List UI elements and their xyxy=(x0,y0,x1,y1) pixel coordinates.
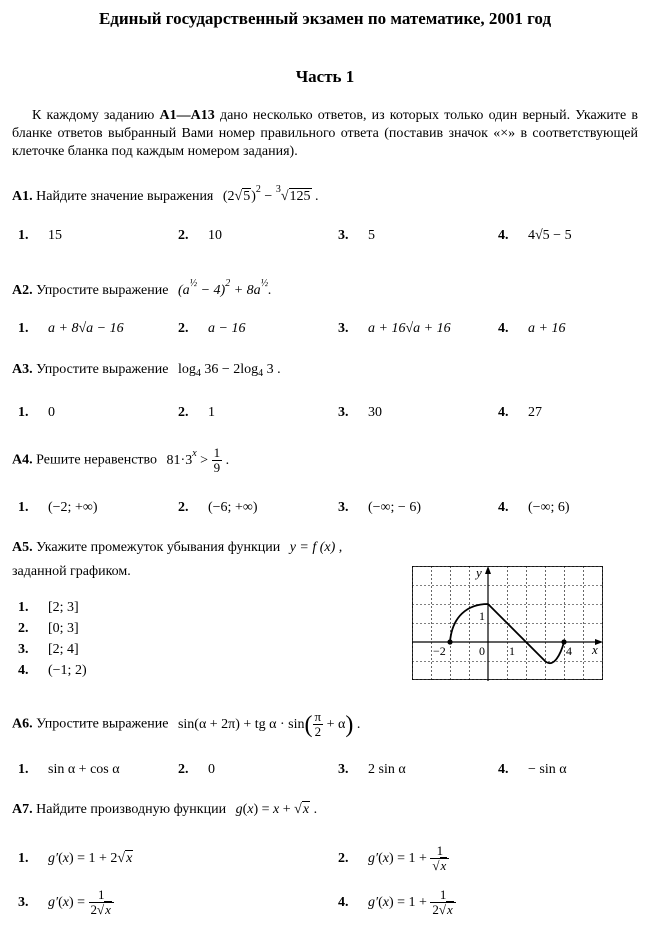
answer-option[interactable]: 4. 4√5 − 5 xyxy=(498,228,572,243)
tick-label: 0 xyxy=(479,644,485,658)
answer-option[interactable]: 2. (−6; +∞) xyxy=(178,500,258,515)
question-expression: sin(α + 2π) + tg α · sin( $\frac{\pi}{2}$ + α) . xyxy=(177,709,361,739)
question-text: Найдите значение выражения xyxy=(36,189,214,204)
answer-option[interactable]: 3. 2 sin α xyxy=(338,762,406,777)
question-a7 xyxy=(12,802,317,818)
question-label: А6. xyxy=(12,716,33,732)
function-curve xyxy=(450,604,564,663)
answer-option[interactable]: 4. (−∞; 6) xyxy=(498,500,570,515)
answer-option[interactable]: 4. (−1; 2) xyxy=(18,663,87,678)
y-axis-label: y xyxy=(476,565,482,580)
question-a5 xyxy=(12,540,342,556)
answer-option[interactable]: 4. g′(x) = 1 + $\frac{1}{2√x}$ xyxy=(338,888,456,917)
x-axis-label: x xyxy=(592,642,598,657)
answer-option[interactable]: 4. a + 16 xyxy=(498,321,566,336)
part-heading: Часть 1 xyxy=(295,67,355,86)
answer-option[interactable]: 2. 0 xyxy=(178,762,215,777)
question-label: А4. xyxy=(12,452,33,468)
answer-option[interactable]: 1. 15 xyxy=(18,228,62,243)
answer-option[interactable]: 3. [2; 4] xyxy=(18,642,79,657)
answer-option[interactable]: 3. 5 xyxy=(338,228,375,243)
question-label: А5. xyxy=(12,540,33,555)
question-expression: y = f (x) , xyxy=(289,540,343,555)
answer-option[interactable]: 1. sin α + cos α xyxy=(18,762,120,777)
intro-text-b: дано несколько ответов, из которых только один верный. Укажите в бланке ответов выбранный Вами номер правильного ответа (поставив значок «×» в соответствующей клеточке бланка под каждым номером задания). xyxy=(12,108,638,159)
answer-option[interactable]: 3. 30 xyxy=(338,405,382,420)
answer-option[interactable]: 4. − sin α xyxy=(498,762,567,777)
question-text-continued: заданной графиком. xyxy=(12,564,131,579)
answer-option[interactable]: 2. 1 xyxy=(178,405,215,420)
question-text: Найдите производную функции xyxy=(36,802,227,817)
answer-option[interactable]: 1. (−2; +∞) xyxy=(18,500,98,515)
question-text: Укажите промежуток убывания функции xyxy=(36,540,281,555)
answer-option[interactable]: 4. 27 xyxy=(498,405,542,420)
answer-option[interactable]: 2. [0; 3] xyxy=(18,621,79,636)
question-text: Упростите выражение xyxy=(36,362,169,377)
question-a1 xyxy=(12,184,319,205)
question-expression: $81\cdot 3^x$ > $\frac{1}{9}$ . xyxy=(166,445,230,475)
question-expression: $\log_4 36 - 2\log_4$ 3 . xyxy=(177,362,281,379)
tick-label: 4 xyxy=(566,644,572,658)
instructions xyxy=(12,107,638,161)
tick-label: −2 xyxy=(433,644,446,658)
answer-option[interactable]: 1. 0 xyxy=(18,405,55,420)
question-label: А1. xyxy=(12,189,33,204)
question-a4 xyxy=(12,446,229,475)
question-expression: $(2√5)^2 - ^3√125$ . xyxy=(222,184,319,204)
question-a3 xyxy=(12,362,281,379)
answer-option[interactable]: 2. a − 16 xyxy=(178,321,246,336)
answer-option[interactable]: 1. g′(x) = 1 + 2√x xyxy=(18,851,133,866)
answer-option[interactable]: 2. 10 xyxy=(178,228,222,243)
answer-option[interactable]: 3. a + 16√a + 16 xyxy=(338,321,451,336)
question-label: А7. xyxy=(12,802,33,817)
question-label: А3. xyxy=(12,362,33,377)
tick-label: 1 xyxy=(509,644,515,658)
intro-range: А1—А13 xyxy=(159,108,215,123)
function-graph xyxy=(412,565,604,681)
question-a2 xyxy=(12,278,272,299)
answer-option[interactable]: 1. [2; 3] xyxy=(18,600,79,615)
question-expression: g(x) = x + √x . xyxy=(235,802,318,817)
answer-option[interactable]: 1. a + 8√a − 16 xyxy=(18,321,124,336)
question-label: А2. xyxy=(12,283,33,298)
answer-option[interactable]: 3. (−∞; − 6) xyxy=(338,500,421,515)
question-text: Решите неравенство xyxy=(36,452,158,468)
intro-text-a: К каждому заданию xyxy=(32,108,160,123)
answer-option[interactable]: 3. g′(x) = $\frac{1}{2√x}$ xyxy=(18,888,114,917)
question-text: Упростите выражение xyxy=(36,283,169,298)
question-a6 xyxy=(12,710,360,739)
tick-label: 1 xyxy=(479,609,485,623)
question-expression: $(a^{\frac{1}{2}} - 4)^2 + 8a^{\frac{1}{2}}$. xyxy=(177,278,272,298)
page-title: Единый государственный экзамен по математике, 2001 год xyxy=(98,9,552,28)
answer-option[interactable]: 2. g′(x) = 1 + $\frac{1}{√x}$ xyxy=(338,844,449,873)
point-start xyxy=(447,639,452,644)
y-axis-arrow xyxy=(485,566,491,574)
question-text: Упростите выражение xyxy=(36,716,169,732)
